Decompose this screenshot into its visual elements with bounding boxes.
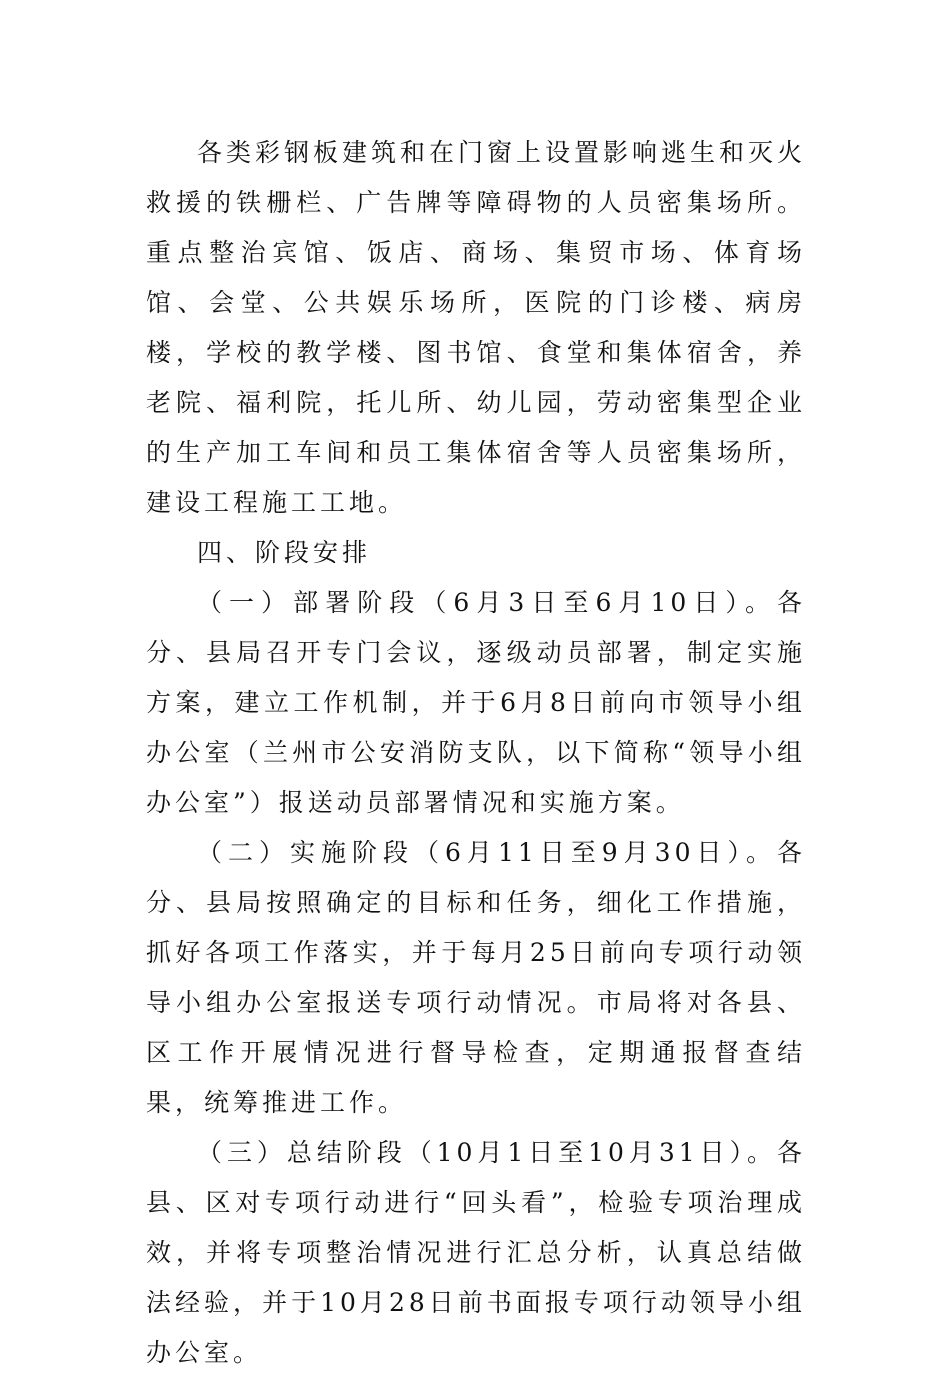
paragraph-target-venues: 各类彩钢板建筑和在门窗上设置影响逃生和灭火救援的铁栅栏、广告牌等障碍物的人员密集场所。重点整治宾馆、饭店、商场、集贸市场、体育场馆、会堂、公共娱乐场所，医院的门诊楼、病房楼，学校的教学楼、图书馆、食堂和集体宿舍，养老院、福利院，托儿所、幼儿园，劳动密集型企业的生产加工车间和员工集体宿舍等人员密集场所，建设工程施工工地。 <box>146 138 807 517</box>
document-body <box>146 128 806 1378</box>
paragraph-implementation-stage: （二）实施阶段（6月11日至9月30日）。各分、县局按照确定的目标和任务，细化工作措施，抓好各项工作落实，并于每月25日前向专项行动领导小组办公室报送专项行动情况。市局将对各县、区工作开展情况进行督导检查，定期通报督查结果，统筹推进工作。 <box>146 838 806 1117</box>
paragraph-summary-stage: （三）总结阶段（10月1日至10月31日）。各县、区对专项行动进行“回头看”，检验专项治理成效，并将专项整治情况进行汇总分析，认真总结做法经验，并于10月28日前书面报专项行动领导小组办公室。 <box>146 1138 806 1367</box>
paragraph-deployment-stage: （一）部署阶段（6月3日至6月10日）。各分、县局召开专门会议，逐级动员部署，制定实施方案，建立工作机制，并于6月8日前向市领导小组办公室（兰州市公安消防支队，以下简称“领导小组办公室”）报送动员部署情况和实施方案。 <box>146 588 806 817</box>
section-heading-stage-arrangement: 四、阶段安排 <box>197 538 372 567</box>
